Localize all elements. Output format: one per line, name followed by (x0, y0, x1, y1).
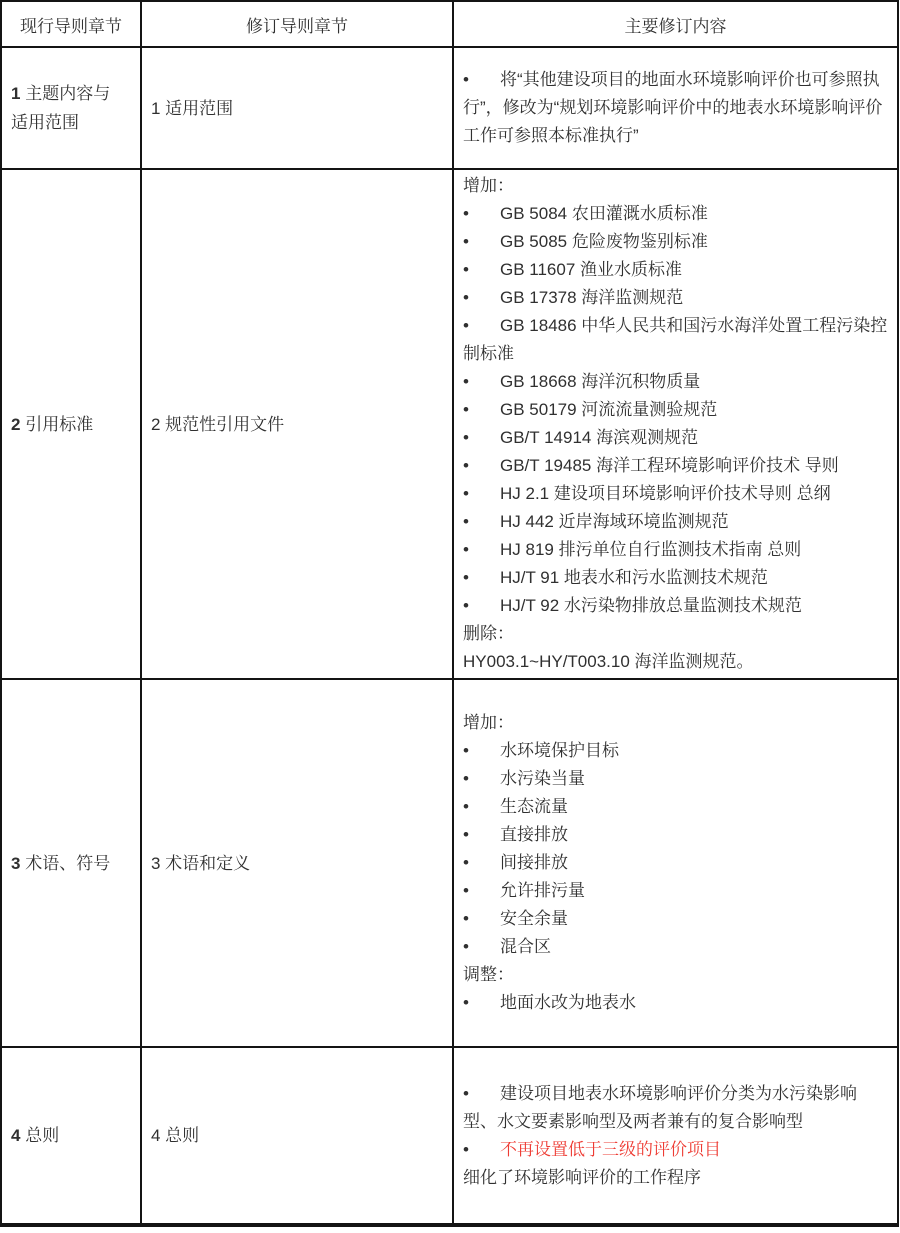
bullet-text: 建设项目地表水环境影响评价分类为水污染影响型、水文要素影响型及两者兼有的复合影响型 (463, 1083, 857, 1131)
content-bullet-item (463, 256, 889, 284)
content-line: 删除： (463, 624, 514, 643)
bullet-icon: • (463, 400, 469, 419)
header-row (1, 1, 898, 47)
content-line: 细化了环境影响评价的工作程序 (463, 1167, 701, 1187)
table-row (1, 47, 898, 169)
table-row (1, 169, 898, 679)
bullet-text: 不再设置低于三级的评价项目 (500, 1139, 721, 1159)
bullet-icon: • (463, 288, 469, 307)
bullet-icon: • (463, 204, 469, 223)
header-main-revisions: 主要修订内容 (453, 1, 898, 47)
bullet-icon: • (463, 1139, 469, 1159)
content-bullet-item (463, 200, 889, 228)
bullet-text: GB 18668 海洋沉积物质量 (500, 372, 701, 391)
chapter-number: 3 (11, 853, 21, 873)
revision-content-cell (453, 1047, 898, 1225)
bullet-text: 安全余量 (500, 909, 568, 928)
revised-chapter-cell: 1 适用范围 (141, 47, 453, 169)
table-body (1, 47, 898, 1225)
bullet-text: HJ 2.1 建设项目环境影响评价技术导则 总纲 (500, 484, 831, 503)
content-bullet-item (463, 1136, 889, 1164)
bullet-text: 水污染当量 (500, 769, 585, 788)
content-line: 增加： (463, 713, 514, 732)
bullet-icon: • (463, 853, 469, 872)
bullet-icon: • (463, 741, 469, 760)
table-row (1, 679, 898, 1047)
content-bullet-item (463, 228, 889, 256)
content-line: 增加： (463, 176, 514, 195)
chapter-title: 总则 (20, 1126, 60, 1145)
content-bullet-item (463, 905, 889, 933)
bullet-text: 地面水改为地表水 (500, 993, 636, 1012)
content-bullet-item (463, 396, 889, 424)
current-chapter-cell (1, 47, 141, 169)
bullet-icon: • (463, 428, 469, 447)
chapter-number: 1 (11, 84, 21, 103)
bullet-icon: • (463, 260, 469, 279)
content-line: 调整： (463, 965, 514, 984)
content-bullet-item (463, 592, 889, 620)
content-bullet-item (463, 765, 889, 793)
bullet-icon: • (463, 232, 469, 251)
content-bullet-item (463, 536, 889, 564)
current-chapter-cell (1, 679, 141, 1047)
revised-chapter-cell: 2 规范性引用文件 (141, 169, 453, 679)
bullet-icon: • (463, 484, 469, 503)
header-current-chapter: 现行导则章节 (1, 1, 141, 47)
bullet-icon: • (463, 797, 469, 816)
header-revised-chapter: 修订导则章节 (141, 1, 453, 47)
table-row (1, 1047, 898, 1225)
revised-chapter-cell: 3 术语和定义 (141, 679, 453, 1047)
content-bullet-item (463, 737, 889, 765)
bullet-icon: • (463, 909, 469, 928)
current-chapter-cell (1, 169, 141, 679)
content-bullet-item (463, 66, 889, 150)
chapter-title: 主题内容与适用范围 (11, 84, 111, 132)
content-bullet-item (463, 877, 889, 905)
content-bullet-item (463, 793, 889, 821)
bullet-text: 生态流量 (500, 797, 568, 816)
content-bullet-item (463, 564, 889, 592)
bullet-icon: • (463, 372, 469, 391)
bullet-icon: • (463, 825, 469, 844)
bullet-icon: • (463, 769, 469, 788)
bullet-icon: • (463, 1083, 469, 1103)
bullet-icon: • (463, 70, 469, 89)
bullet-text: 允许排污量 (500, 881, 585, 900)
revision-content-cell (453, 679, 898, 1047)
content-bullet-item (463, 284, 889, 312)
bullet-text: GB/T 19485 海洋工程环境影响评价技术 导则 (500, 456, 839, 475)
content-bullet-item (463, 821, 889, 849)
bullet-icon: • (463, 596, 469, 615)
bullet-icon: • (463, 568, 469, 587)
table-header (1, 1, 898, 47)
bullet-text: 将“其他建设项目的地面水环境影响评价也可参照执行”，修改为“规划环境影响评价中的地表水环境影响评价工作可参照本标准执行” (463, 70, 883, 145)
chapter-title: 术语、符号 (20, 853, 111, 873)
bullet-text: 间接排放 (500, 853, 568, 872)
content-bullet-item (463, 312, 889, 368)
bullet-icon: • (463, 881, 469, 900)
bullet-text: GB 50179 河流流量测验规范 (500, 400, 718, 419)
bullet-icon: • (463, 937, 469, 956)
bullet-text: 水环境保护目标 (500, 741, 619, 760)
bullet-text: GB 5084 农田灌溉水质标准 (500, 204, 708, 223)
content-bullet-item (463, 849, 889, 877)
content-line: HY003.1~HY/T003.10 海洋监测规范。 (463, 652, 754, 671)
revision-content-cell (453, 169, 898, 679)
current-chapter-cell (1, 1047, 141, 1225)
bullet-text: GB/T 14914 海滨观测规范 (500, 428, 699, 447)
content-bullet-item (463, 989, 889, 1017)
bullet-text: 直接排放 (500, 825, 568, 844)
revision-content-cell (453, 47, 898, 169)
bullet-text: HJ 442 近岸海域环境监测规范 (500, 512, 729, 531)
bullet-icon: • (463, 456, 469, 475)
bullet-text: 混合区 (500, 937, 551, 956)
bullet-text: HJ 819 排污单位自行监测技术指南 总则 (500, 540, 802, 559)
content-bullet-item (463, 508, 889, 536)
revised-chapter-cell: 4 总则 (141, 1047, 453, 1225)
bullet-icon: • (463, 316, 469, 335)
content-bullet-item (463, 424, 889, 452)
chapter-title: 引用标准 (20, 414, 94, 434)
bullet-icon: • (463, 540, 469, 559)
bullet-text: HJ/T 92 水污染物排放总量监测技术规范 (500, 596, 802, 615)
bullet-text: GB 17378 海洋监测规范 (500, 288, 684, 307)
content-bullet-item (463, 368, 889, 396)
bullet-icon: • (463, 993, 469, 1012)
content-bullet-item (463, 1080, 889, 1136)
bullet-text: HJ/T 91 地表水和污水监测技术规范 (500, 568, 768, 587)
content-bullet-item (463, 452, 889, 480)
bullet-icon: • (463, 512, 469, 531)
content-bullet-item (463, 933, 889, 961)
chapter-number: 4 (11, 1126, 21, 1145)
bullet-text: GB 5085 危险废物鉴别标准 (500, 232, 708, 251)
bullet-text: GB 11607 渔业水质标准 (500, 260, 683, 279)
content-bullet-item (463, 480, 889, 508)
bullet-text: GB 18486 中华人民共和国污水海洋处置工程污染控制标准 (463, 316, 888, 363)
chapter-number: 2 (11, 414, 21, 434)
